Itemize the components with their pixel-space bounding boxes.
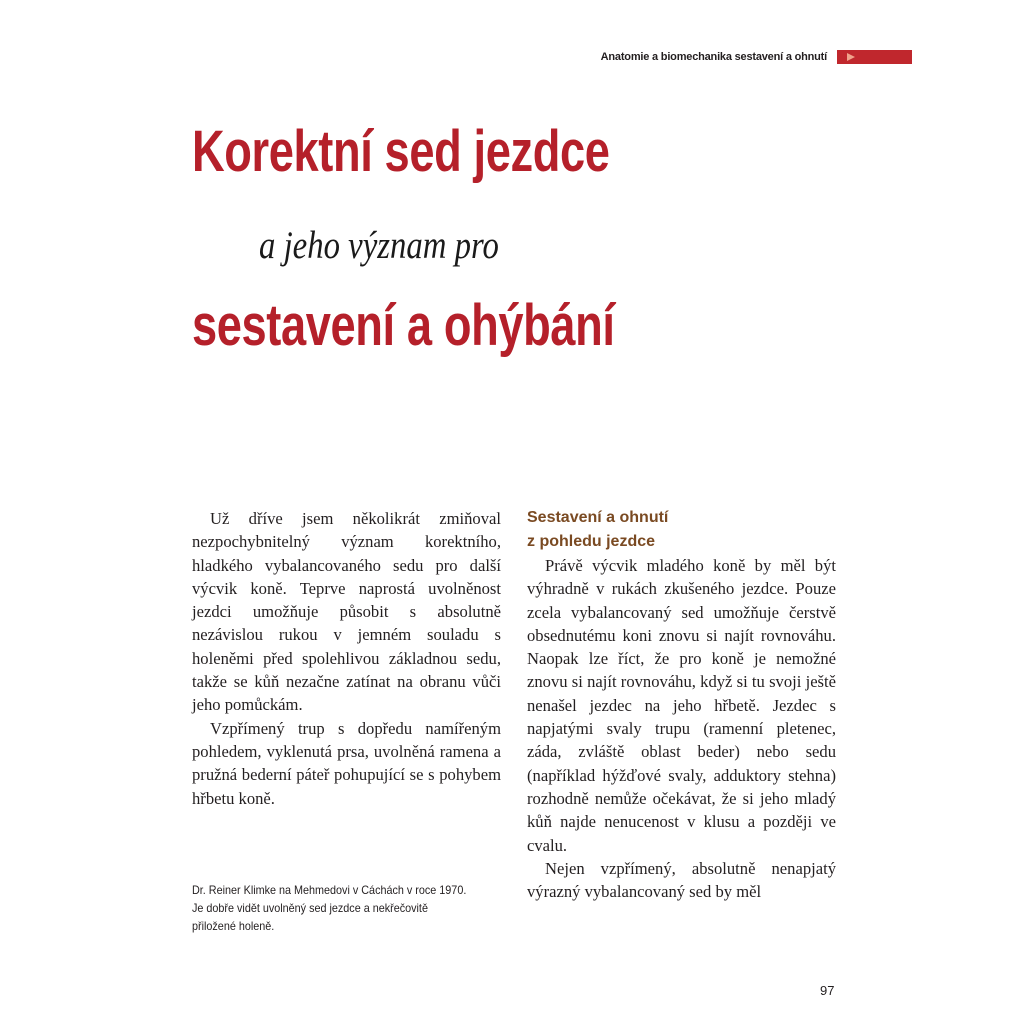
header-accent-bar [837,50,912,64]
title-line-1: Korektní sed jezdce [192,119,610,184]
body-paragraph: Už dříve jsem několikrát zmiňoval nezpochybnitelný význam korektního, hladkého vybalancovaného sedu pro další výcvik koně. Teprve naprostá uvolněnost jezdci umožňuje působit s absolutně nezávislou rukou v jemném souladu s holeněmi před spolehlivou základnou sedu, takže se kůň nezačne zatínat na obranu vůči jeho pomůckám. [192,509,501,715]
section-heading [527,506,836,554]
arrow-right-icon [847,53,855,61]
body-paragraph: Právě výcvik mladého koně by měl být výhradně v rukách zkušeného jezdce. Pouze zcela vybalancovaný sed umožňuje čerstvě obsednutému koni znovu si najít rovnováhu. Naopak lze říct, že pro koně je nemožné znovu si najít rovnováhu, když si tu svoji ještě nenašel jezdec na jeho hřbetě. Jezdec s napjatými svaly trupu (ramenní pletenec, záda, zvláště oblast beder) nebo sedu (například hýžďové svaly, adduktory stehna) rozhodně nemůže očekávat, že si jeho mladý kůň najde nenucenost v klusu a později ve cvalu. [527,556,836,855]
section-heading-line-1: Sestavení a ohnutí [527,509,669,526]
caption-line: Je dobře vidět uvolněný sed jezdce a nekřečovitě [192,901,428,915]
section-heading-line-2: z pohledu jezdce [527,533,656,550]
caption-line: Dr. Reiner Klimke na Mehmedovi v Cáchách v roce 1970. [192,883,467,897]
page-number: 97 [820,983,835,998]
body-paragraph: Vzpřímený trup s dopředu namířeným pohledem, vyklenutá prsa, uvolněná ramena a pružná bederní páteř pohupující se s pohybem hřbetu koně. [192,718,501,808]
title-line-3: sestavení a ohýbání [192,293,615,358]
body-paragraph: Nejen vzpřímený, absolutně nenapjatý výrazný vybalancovaný sed by měl [527,858,836,902]
title-line-2: a jeho význam pro [259,224,499,267]
right-column [527,506,836,903]
caption-line: přiložené holeně. [192,919,275,933]
running-header: Anatomie a biomechanika sestavení a ohnutí [600,51,827,63]
left-column [192,507,501,810]
photo-caption [192,881,512,935]
